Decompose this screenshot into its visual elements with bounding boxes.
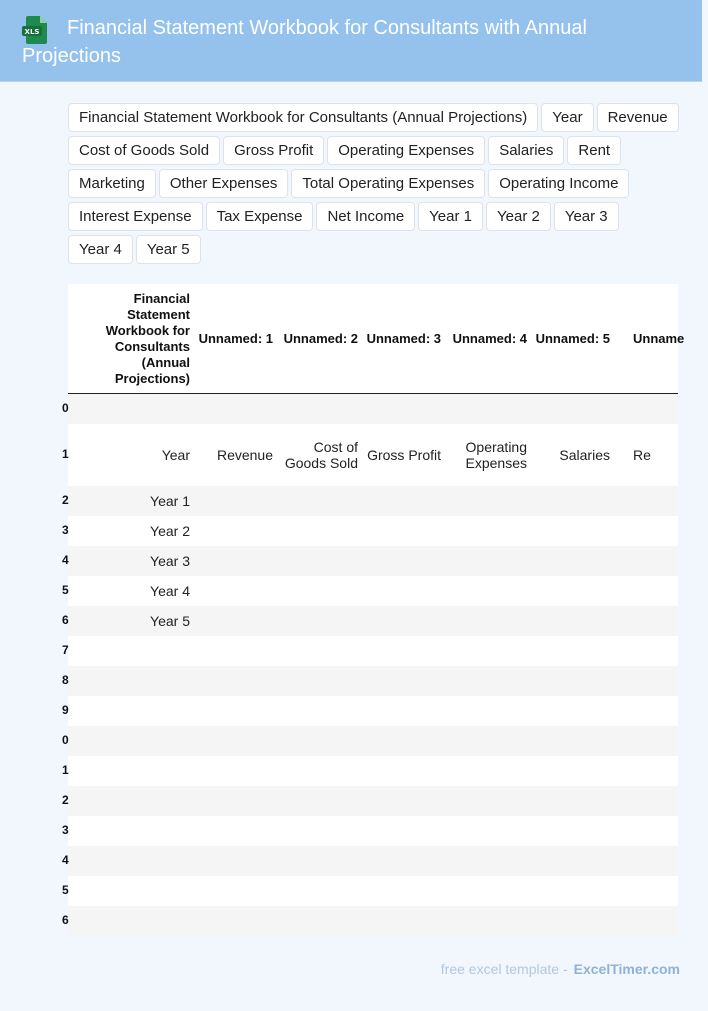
column-chip[interactable]: Year 2 — [486, 202, 551, 231]
table-cell[interactable]: Revenue — [216, 447, 273, 463]
row-index: 6 — [62, 613, 69, 627]
table-row — [62, 696, 678, 726]
table-cell[interactable]: Year 5 — [150, 613, 190, 629]
table-row — [62, 786, 678, 816]
page-header — [0, 0, 702, 82]
table-cell[interactable]: Gross Profit — [367, 447, 441, 463]
column-chip[interactable]: Tax Expense — [206, 202, 314, 231]
footer — [441, 961, 680, 977]
row-index: 1 — [62, 763, 69, 777]
column-chip[interactable]: Cost of Goods Sold — [68, 136, 220, 165]
column-header[interactable]: Unnamed: 4 — [452, 330, 527, 346]
table-row — [62, 906, 678, 936]
column-chip[interactable]: Year — [541, 103, 593, 132]
row-index: 4 — [62, 853, 69, 867]
column-chip[interactable]: Marketing — [68, 169, 156, 198]
row-index: 3 — [62, 523, 69, 537]
table-cell[interactable]: Year — [161, 447, 190, 463]
column-chip[interactable]: Operating Income — [488, 169, 629, 198]
svg-text:XLS: XLS — [24, 28, 40, 36]
column-chip[interactable]: Operating Expenses — [327, 136, 485, 165]
column-header[interactable]: Unnamed: 3 — [366, 330, 441, 346]
data-table — [62, 284, 685, 936]
column-chip[interactable]: Year 1 — [418, 202, 483, 231]
table-row — [62, 606, 678, 636]
table-cell[interactable]: Re — [633, 447, 651, 463]
table-row — [62, 486, 678, 516]
table-cell[interactable]: Year 1 — [150, 493, 190, 509]
column-chips — [68, 103, 680, 264]
column-header[interactable]: Financial Statement Workbook for Consultants (Annual Projections) — [105, 290, 190, 386]
table-cell[interactable]: Cost of Goods Sold — [284, 439, 358, 471]
row-index: 6 — [62, 913, 69, 927]
table-cell[interactable]: Year 2 — [150, 523, 190, 539]
table-cell[interactable]: Salaries — [559, 447, 610, 463]
footer-text: free excel template - — [440, 961, 568, 977]
column-chip[interactable]: Total Operating Expenses — [291, 169, 485, 198]
row-index: 8 — [62, 673, 69, 687]
table-cell[interactable]: Year 4 — [150, 583, 190, 599]
column-chip[interactable]: Year 4 — [68, 235, 133, 264]
column-chip[interactable]: Gross Profit — [223, 136, 324, 165]
column-header[interactable]: Unnamed: 5 — [535, 330, 610, 346]
row-index: 5 — [62, 583, 69, 597]
column-chip[interactable]: Net Income — [316, 202, 415, 231]
column-chip[interactable]: Financial Statement Workbook for Consultants (Annual Projections) — [68, 103, 538, 132]
table-row — [62, 516, 678, 546]
table-row — [62, 816, 678, 846]
table-row — [62, 424, 678, 486]
column-chip[interactable]: Salaries — [488, 136, 564, 165]
table-row — [62, 726, 678, 756]
page-title: Financial Statement Workbook for Consultants with Annual Projections — [22, 17, 587, 67]
table-row — [62, 394, 678, 424]
column-chip[interactable]: Revenue — [597, 103, 679, 132]
row-index: 0 — [62, 733, 69, 747]
row-index: 4 — [62, 553, 69, 567]
table-cell[interactable]: Operating Expenses — [465, 439, 527, 471]
column-chip[interactable]: Other Expenses — [159, 169, 289, 198]
column-header[interactable]: Unname — [633, 330, 685, 346]
column-header[interactable]: Unnamed: 2 — [283, 330, 358, 346]
column-chip[interactable]: Year 3 — [554, 202, 619, 231]
table-row — [62, 636, 678, 666]
column-header[interactable]: Unnamed: 1 — [198, 330, 273, 346]
row-index: 9 — [62, 703, 69, 717]
row-index: 7 — [62, 643, 69, 657]
row-index: 3 — [62, 823, 69, 837]
footer-brand-link[interactable]: ExcelTimer.com — [573, 961, 680, 977]
row-index: 2 — [62, 493, 69, 507]
column-chip[interactable]: Year 5 — [136, 235, 201, 264]
table-row — [62, 666, 678, 696]
table-row — [62, 576, 678, 606]
table-cell[interactable]: Year 3 — [150, 553, 190, 569]
row-index: 0 — [62, 401, 69, 415]
row-index: 5 — [62, 883, 69, 897]
column-chip[interactable]: Interest Expense — [68, 202, 203, 231]
table-row — [62, 846, 678, 876]
column-chip[interactable]: Rent — [567, 136, 621, 165]
table-row — [62, 756, 678, 786]
table-row — [62, 876, 678, 906]
table-row — [62, 546, 678, 576]
row-index: 2 — [62, 793, 69, 807]
row-index: 1 — [62, 447, 69, 461]
